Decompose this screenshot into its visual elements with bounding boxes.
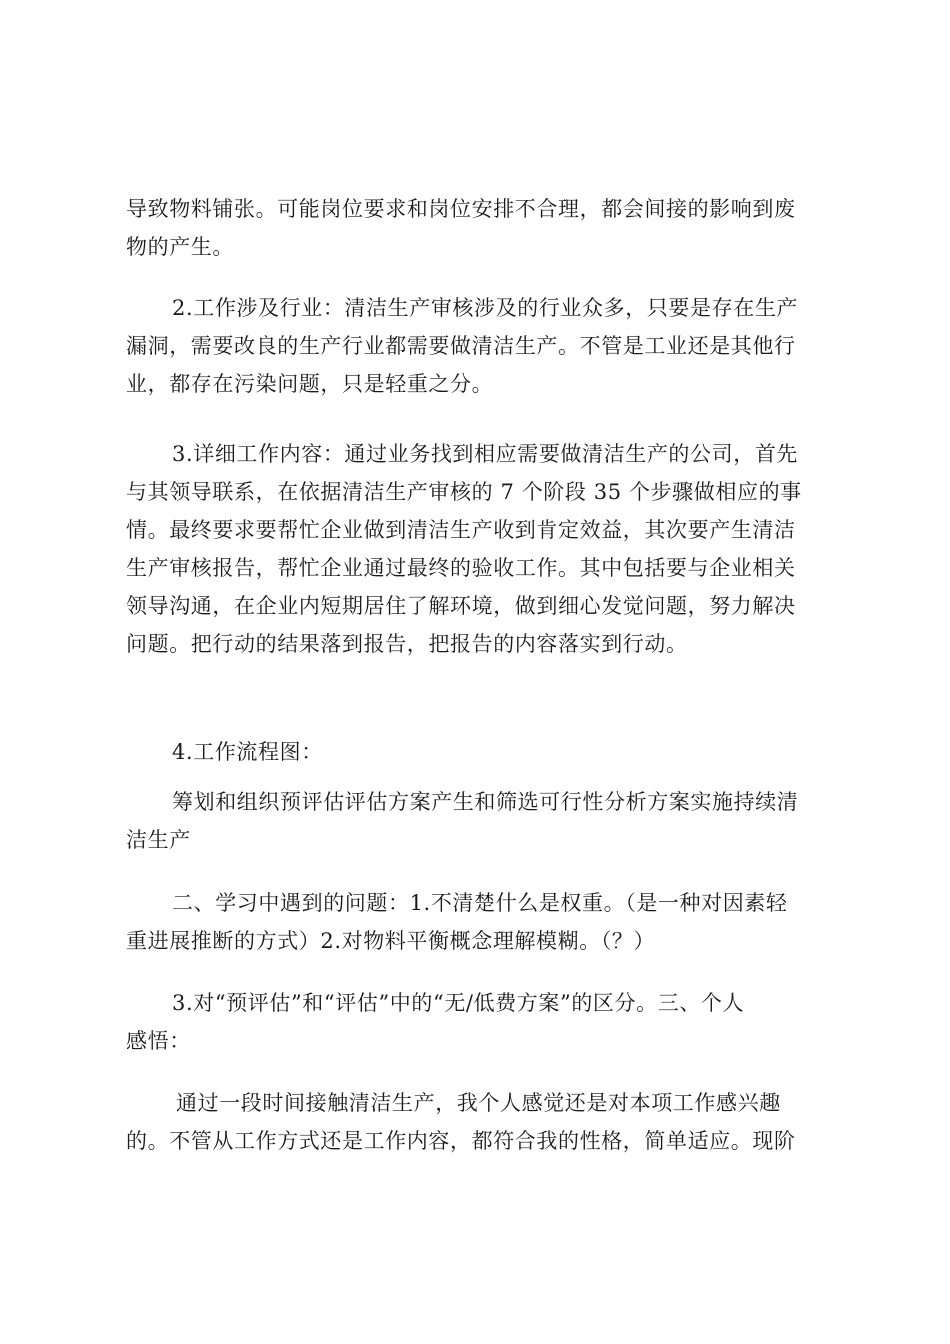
text-line: 生产审核报告，帮忙企业通过最终的验收工作。其中包括要与企业相关 <box>126 556 796 580</box>
text-line: 感悟： <box>126 1029 191 1053</box>
paragraph-industries <box>126 289 832 403</box>
text-line: 重进展推断的方式）2.对物料平衡概念理解模糊。（？） <box>126 929 656 953</box>
text-line: 领导沟通，在企业内短期居住了解环境，做到细心发觉问题，努力解决 <box>126 594 796 618</box>
text-line: 导致物料铺张。可能岗位要求和岗位安排不合理，都会间接的影响到废 <box>126 197 796 221</box>
text-line: 二、学习中遇到的问题：1.不清楚什么是权重。（是一种对因素轻 <box>172 891 788 915</box>
text-line: 3.详细工作内容：通过业务找到相应需要做清洁生产的公司，首先 <box>172 442 799 466</box>
text-line: 洁生产 <box>126 828 191 852</box>
text-line: 的。不管从工作方式还是工作内容，都符合我的性格，简单适应。现阶 <box>126 1129 796 1153</box>
text-line: 筹划和组织预评估评估方案产生和筛选可行性分析方案实施持续清 <box>172 790 799 814</box>
paragraph-flowchart-steps <box>126 783 832 859</box>
text-line: 3.对“预评估”和“评估”中的“无/低费方案”的区分。三、个人 <box>172 991 745 1015</box>
paragraph-learning-problems <box>126 884 832 960</box>
text-line: 4.工作流程图： <box>172 740 323 764</box>
text-line: 物的产生。 <box>126 235 234 259</box>
paragraph-work-content <box>126 435 832 663</box>
paragraph-plan-distinction <box>126 984 832 1060</box>
text-line: 问题。把行动的结果落到报告，把报告的内容落实到行动。 <box>126 632 688 656</box>
paragraph-material-waste <box>126 190 832 266</box>
paragraph-personal-reflection <box>126 1084 832 1160</box>
text-line: 与其领导联系，在依据清洁生产审核的 7 个阶段 35 个步骤做相应的事 <box>126 480 802 504</box>
text-line: 漏洞，需要改良的生产行业都需要做清洁生产。不管是工业还是其他行 <box>126 334 796 358</box>
text-line: 情。最终要求要帮忙企业做到清洁生产收到肯定效益，其次要产生清洁 <box>126 518 796 542</box>
text-line: 2.工作涉及行业：清洁生产审核涉及的行业众多，只要是存在生产 <box>172 296 799 320</box>
text-line: 业，都存在污染问题，只是轻重之分。 <box>126 372 494 396</box>
paragraph-flowchart-heading <box>126 733 832 771</box>
text-line: 通过一段时间接触清洁生产，我个人感觉还是对本项工作感兴趣 <box>176 1091 781 1115</box>
